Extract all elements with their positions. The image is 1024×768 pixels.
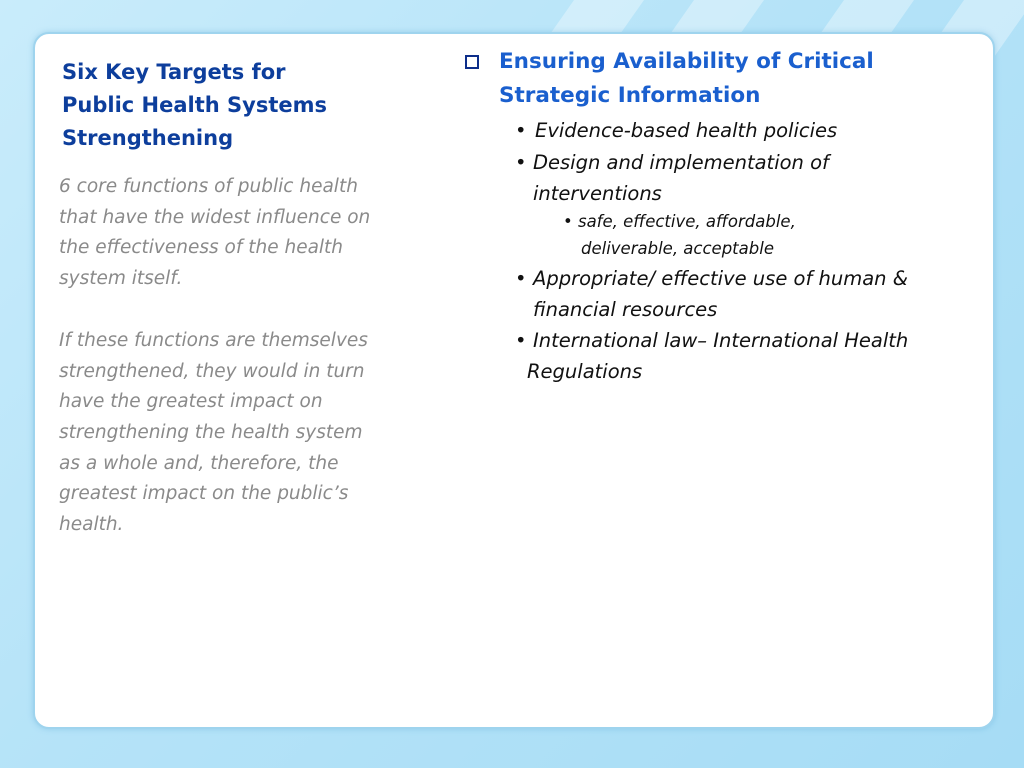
bullet-item [515, 263, 908, 325]
slide-title-line: Strengthening [62, 126, 234, 150]
bullet-icon: • [515, 329, 527, 352]
text-line: as a whole and, therefore, the [59, 452, 339, 474]
slide-title-line: Public Health Systems [62, 93, 327, 117]
sub-bullet-item [563, 208, 796, 262]
text-line: strengthening the health system [59, 421, 363, 443]
text-line: health. [59, 514, 124, 536]
bullet-item [515, 115, 837, 146]
body-paragraph [59, 172, 414, 295]
text-line: the effectiveness of the health [59, 237, 344, 259]
heading-line: Strategic Information [499, 83, 761, 108]
heading-line: Ensuring Availability of Critical [499, 49, 874, 74]
bullet-text: financial resources [533, 298, 718, 321]
slide-title [62, 56, 402, 155]
sub-bullet-text: • safe, effective, affordable, [563, 212, 796, 231]
text-line: strengthened, they would in turn [59, 360, 365, 382]
section-heading [465, 45, 965, 113]
bullet-item [515, 325, 908, 387]
bullet-icon: • [515, 267, 527, 290]
text-line: system itself. [59, 268, 183, 290]
text-line: 6 core functions of public health [59, 176, 358, 197]
bullet-text: Appropriate/ effective use of human & [533, 267, 908, 290]
sub-bullet-text: deliverable, acceptable [581, 239, 774, 258]
bullet-text: interventions [533, 182, 662, 205]
left-body-text [59, 172, 414, 541]
bullet-icon: • [515, 119, 527, 142]
text-line: that have the widest influence on [59, 206, 371, 228]
bullet-text: Evidence-based health policies [535, 119, 838, 142]
text-line: have the greatest impact on [59, 391, 323, 413]
text-line: greatest impact on the public’s [59, 483, 349, 505]
body-paragraph [59, 326, 414, 541]
bullet-icon: • [515, 151, 527, 174]
bullet-item [515, 147, 829, 209]
slide-title-line: Six Key Targets for [62, 60, 286, 84]
text-line: If these functions are themselves [59, 329, 368, 351]
bullet-text: Regulations [527, 360, 643, 383]
checkbox-bullet-icon [465, 55, 479, 69]
bullet-text: Design and implementation of [533, 151, 829, 174]
bullet-text: International law– International Health [533, 329, 909, 352]
